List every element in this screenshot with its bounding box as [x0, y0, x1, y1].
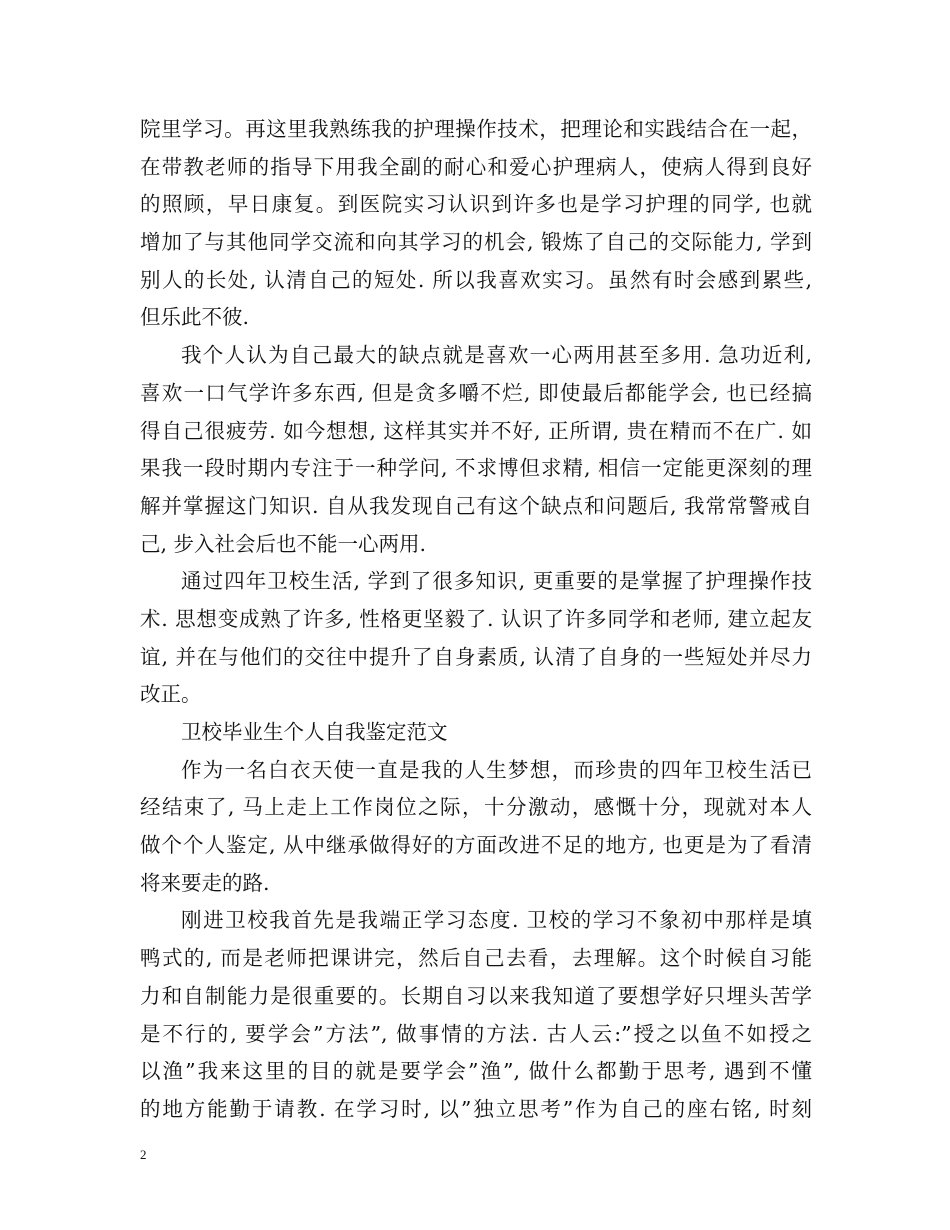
text-line: 解并掌握这门知识. 自从我发现自己有这个缺点和问题后, 我常常警戒自 — [140, 493, 812, 518]
paragraph-start-line: 刚进卫校我首先是我端正学习态度. 卫校的学习不象初中那样是填 — [181, 908, 812, 933]
document-body — [140, 111, 812, 1129]
text-line: 的地方能勤于请教. 在学习时, 以”独立思考”作为自己的座右铭, 时刻 — [140, 1096, 812, 1121]
section-heading: 卫校毕业生个人自我鉴定范文 — [181, 720, 448, 744]
text-line: 鸭式的, 而是老师把课讲完，然后自己去看，去理解。这个时候自习能 — [140, 946, 812, 971]
text-line: 别人的长处, 认清自己的短处. 所以我喜欢实习。虽然有时会感到累些, — [140, 267, 812, 292]
text-line: 谊, 并在与他们的交往中提升了自身素质, 认清了自身的一些短处并尽力 — [140, 644, 812, 669]
text-line: 果我一段时期内专注于一种学问, 不求博但求精, 相信一定能更深刻的理 — [140, 456, 812, 481]
text-line: 以渔”我来这里的目的就是要学会”渔”, 做什么都勤于思考, 遇到不懂 — [140, 1059, 812, 1084]
text-line: 改正。 — [140, 682, 202, 707]
text-line: 在带教老师的指导下用我全副的耐心和爱心护理病人，使病人得到良好 — [140, 154, 812, 179]
text-line: 己, 步入社会后也不能一心两用. — [140, 531, 427, 556]
paragraph-start-line: 我个人认为自己最大的缺点就是喜欢一心两用甚至多用. 急功近利, — [181, 343, 812, 368]
text-line: 将来要走的路. — [140, 870, 270, 895]
page-number: 2 — [140, 1147, 147, 1162]
paragraph-start-line: 通过四年卫校生活, 学到了很多知识, 更重要的是掌握了护理操作技 — [181, 569, 812, 594]
text-line: 得自己很疲劳. 如今想想, 这样其实并不好, 正所谓, 贵在精而不在广. 如 — [140, 418, 812, 443]
text-line: 院里学习。再这里我熟练我的护理操作技术，把理论和实践结合在一起， — [140, 117, 812, 141]
text-line: 术. 思想变成熟了许多, 性格更坚毅了. 认识了许多同学和老师, 建立起友 — [140, 606, 812, 631]
text-line: 经结束了, 马上走上工作岗位之际，十分激动，感慨十分，现就对本人 — [140, 795, 812, 820]
text-line: 力和自制能力是很重要的。长期自习以来我知道了要想学好只埋头苦学 — [140, 983, 812, 1008]
text-line: 做个个人鉴定, 从中继承做得好的方面改进不足的地方, 也更是为了看清 — [140, 833, 812, 858]
text-line: 喜欢一口气学许多东西, 但是贪多嚼不烂, 即使最后都能学会, 也已经搞 — [140, 380, 812, 405]
text-line: 是不行的, 要学会”方法”, 做事情的方法. 古人云:”授之以鱼不如授之 — [140, 1021, 812, 1046]
text-line: 的照顾，早日康复。到医院实习认识到许多也是学习护理的同学, 也就 — [140, 192, 812, 217]
text-line: 增加了与其他同学交流和向其学习的机会, 锻炼了自己的交际能力, 学到 — [140, 230, 812, 255]
paragraph-start-line: 作为一名白衣天使一直是我的人生梦想，而珍贵的四年卫校生活已 — [181, 757, 812, 782]
text-line: 但乐此不彼. — [140, 305, 250, 330]
